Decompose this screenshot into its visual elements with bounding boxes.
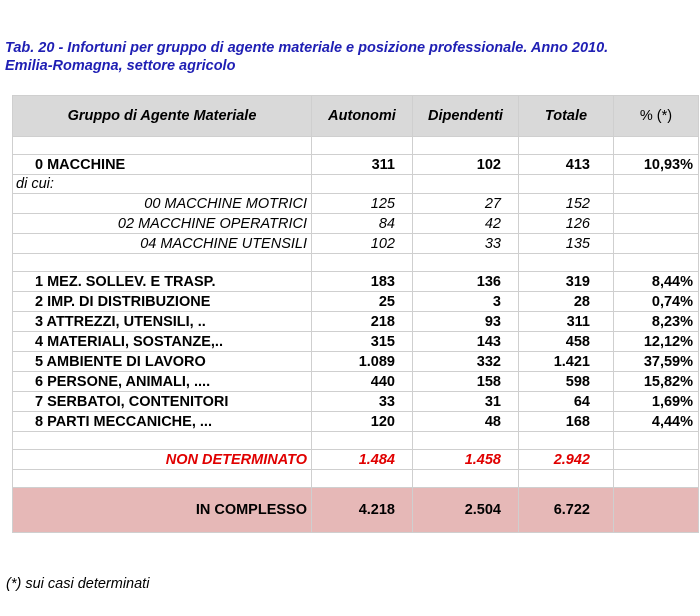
cell-autonomi: 4.218 — [312, 488, 413, 533]
row-label: 6 PERSONE, ANIMALI, .... — [13, 372, 312, 392]
table-row — [13, 194, 699, 214]
row-label: 00 MACCHINE MOTRICI — [13, 194, 312, 214]
cell-percent: 8,23% — [614, 312, 699, 332]
cell-totale: 6.722 — [519, 488, 614, 533]
cell-autonomi: 183 — [312, 272, 413, 292]
title-line-2: Emilia-Romagna, settore agricolo — [5, 58, 236, 74]
row-label: 0 MACCHINE — [13, 155, 312, 175]
header-group: Gruppo di Agente Materiale — [13, 96, 312, 137]
cell-dipendenti: 1.458 — [413, 450, 519, 470]
cell-totale: 311 — [519, 312, 614, 332]
row-label: 3 ATTREZZI, UTENSILI, .. — [13, 312, 312, 332]
cell-autonomi: 1.484 — [312, 450, 413, 470]
cell-percent: 4,44% — [614, 412, 699, 432]
spacer-row — [13, 254, 699, 272]
header-percent: % (*) — [614, 96, 699, 137]
cell-dipendenti: 31 — [413, 392, 519, 412]
cell-percent: 37,59% — [614, 352, 699, 372]
spacer-row — [13, 432, 699, 450]
cell-autonomi: 1.089 — [312, 352, 413, 372]
cell-autonomi: 125 — [312, 194, 413, 214]
header-dipendenti: Dipendenti — [413, 96, 519, 137]
cell-autonomi: 102 — [312, 234, 413, 254]
cell-autonomi: 84 — [312, 214, 413, 234]
cell-totale: 1.421 — [519, 352, 614, 372]
row-label: 7 SERBATOI, CONTENITORI — [13, 392, 312, 412]
table-title — [5, 39, 697, 75]
footnote: (*) sui casi determinati — [6, 576, 150, 592]
cell-dipendenti: 93 — [413, 312, 519, 332]
cell-totale: 28 — [519, 292, 614, 312]
table-row — [13, 292, 699, 312]
cell-autonomi: 25 — [312, 292, 413, 312]
cell-dipendenti: 158 — [413, 372, 519, 392]
cell-totale: 413 — [519, 155, 614, 175]
cell-percent: 1,69% — [614, 392, 699, 412]
cell-totale: 152 — [519, 194, 614, 214]
table-row — [13, 392, 699, 412]
cell-dipendenti: 27 — [413, 194, 519, 214]
cell-dipendenti: 2.504 — [413, 488, 519, 533]
cell-autonomi: 218 — [312, 312, 413, 332]
data-table — [12, 95, 699, 533]
row-label: NON DETERMINATO — [13, 450, 312, 470]
table-row — [13, 412, 699, 432]
table-row — [13, 175, 699, 194]
cell-totale: 126 — [519, 214, 614, 234]
cell-dipendenti: 332 — [413, 352, 519, 372]
cell-autonomi: 33 — [312, 392, 413, 412]
cell-totale: 168 — [519, 412, 614, 432]
cell-percent: 8,44% — [614, 272, 699, 292]
spacer-row — [13, 470, 699, 488]
header-totale: Totale — [519, 96, 614, 137]
row-label: 02 MACCHINE OPERATRICI — [13, 214, 312, 234]
cell-dipendenti: 3 — [413, 292, 519, 312]
cell-percent: 10,93% — [614, 155, 699, 175]
table-row — [13, 155, 699, 175]
cell-dipendenti: 102 — [413, 155, 519, 175]
table-row — [13, 372, 699, 392]
cell-percent: 12,12% — [614, 332, 699, 352]
table-row-total — [13, 488, 699, 533]
cell-totale: 598 — [519, 372, 614, 392]
cell-autonomi: 311 — [312, 155, 413, 175]
row-label: 2 IMP. DI DISTRIBUZIONE — [13, 292, 312, 312]
cell-dipendenti: 48 — [413, 412, 519, 432]
cell-dipendenti: 143 — [413, 332, 519, 352]
header-autonomi: Autonomi — [312, 96, 413, 137]
cell-dipendenti: 33 — [413, 234, 519, 254]
row-label: 4 MATERIALI, SOSTANZE,.. — [13, 332, 312, 352]
row-label: 1 MEZ. SOLLEV. E TRASP. — [13, 272, 312, 292]
table-row — [13, 352, 699, 372]
cell-dipendenti: 42 — [413, 214, 519, 234]
table-row — [13, 234, 699, 254]
cell-autonomi: 440 — [312, 372, 413, 392]
row-label: IN COMPLESSO — [13, 488, 312, 533]
cell-totale: 135 — [519, 234, 614, 254]
table-row — [13, 332, 699, 352]
cell-totale: 458 — [519, 332, 614, 352]
cell-totale: 319 — [519, 272, 614, 292]
spacer-row — [13, 137, 699, 155]
table-row — [13, 312, 699, 332]
row-label: 04 MACCHINE UTENSILI — [13, 234, 312, 254]
title-line-1: Tab. 20 - Infortuni per gruppo di agente materiale e posizione professionale. Anno 2010. — [5, 40, 609, 56]
header-row — [13, 96, 699, 137]
table-row-non-determinato — [13, 450, 699, 470]
cell-autonomi: 120 — [312, 412, 413, 432]
cell-percent: 15,82% — [614, 372, 699, 392]
table-row — [13, 272, 699, 292]
row-label: 5 AMBIENTE DI LAVORO — [13, 352, 312, 372]
table-row — [13, 214, 699, 234]
cell-percent: 0,74% — [614, 292, 699, 312]
cell-autonomi: 315 — [312, 332, 413, 352]
di-cui-label: di cui: — [13, 175, 312, 194]
row-label: 8 PARTI MECCANICHE, ... — [13, 412, 312, 432]
cell-totale: 2.942 — [519, 450, 614, 470]
cell-totale: 64 — [519, 392, 614, 412]
cell-dipendenti: 136 — [413, 272, 519, 292]
